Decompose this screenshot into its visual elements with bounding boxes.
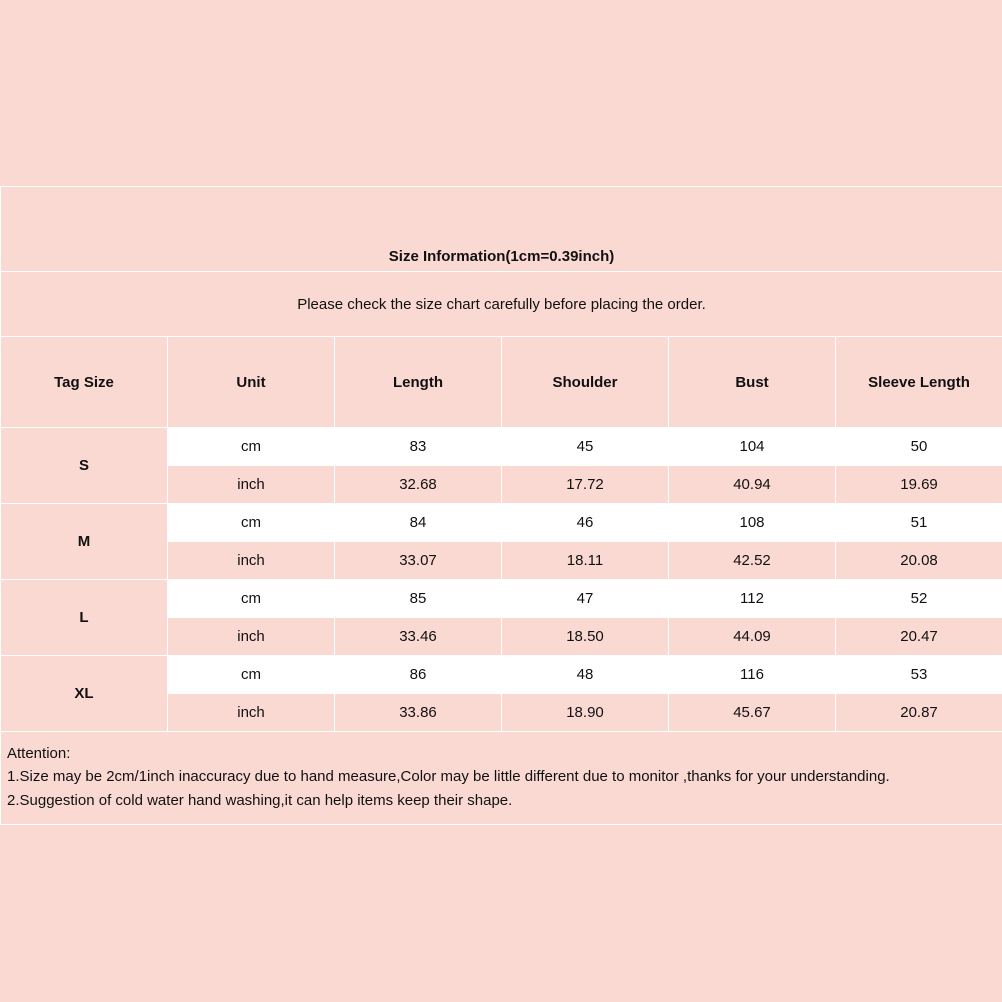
chart-title: Size Information(1cm=0.39inch) bbox=[1, 187, 1002, 272]
bust-inch-m: 42.52 bbox=[669, 542, 836, 580]
unit-inch-m: inch bbox=[168, 542, 335, 580]
unit-inch-l: inch bbox=[168, 618, 335, 656]
column-header-tag-size: Tag Size bbox=[1, 337, 168, 428]
sleeve-inch-xl: 20.87 bbox=[836, 694, 1002, 732]
table-row bbox=[1, 504, 1002, 542]
sleeve-inch-l: 20.47 bbox=[836, 618, 1002, 656]
bust-cm-m: 108 bbox=[669, 504, 836, 542]
tag-size-m: M bbox=[1, 504, 168, 580]
unit-cm-s: cm bbox=[168, 428, 335, 466]
sleeve-cm-m: 51 bbox=[836, 504, 1002, 542]
column-header-shoulder: Shoulder bbox=[502, 337, 669, 428]
shoulder-cm-l: 47 bbox=[502, 580, 669, 618]
table-row bbox=[1, 428, 1002, 466]
tag-size-xl: XL bbox=[1, 656, 168, 732]
shoulder-inch-l: 18.50 bbox=[502, 618, 669, 656]
shoulder-inch-m: 18.11 bbox=[502, 542, 669, 580]
length-cm-s: 83 bbox=[335, 428, 502, 466]
bust-cm-l: 112 bbox=[669, 580, 836, 618]
tag-size-l: L bbox=[1, 580, 168, 656]
table-row bbox=[1, 656, 1002, 694]
bust-cm-s: 104 bbox=[669, 428, 836, 466]
table-row-subtitle bbox=[1, 272, 1002, 337]
size-chart-table bbox=[0, 186, 1002, 825]
sleeve-cm-l: 52 bbox=[836, 580, 1002, 618]
bust-inch-s: 40.94 bbox=[669, 466, 836, 504]
length-cm-l: 85 bbox=[335, 580, 502, 618]
bust-inch-l: 44.09 bbox=[669, 618, 836, 656]
sleeve-cm-s: 50 bbox=[836, 428, 1002, 466]
unit-cm-l: cm bbox=[168, 580, 335, 618]
attention-line-1: 1.Size may be 2cm/1inch inaccuracy due to hand measure,Color may be little different due to monitor ,thanks for your understanding. bbox=[7, 768, 890, 786]
shoulder-inch-s: 17.72 bbox=[502, 466, 669, 504]
shoulder-cm-s: 45 bbox=[502, 428, 669, 466]
size-chart-container bbox=[0, 186, 1002, 825]
column-header-sleeve-length: Sleeve Length bbox=[836, 337, 1002, 428]
length-inch-s: 32.68 bbox=[335, 466, 502, 504]
sleeve-cm-xl: 53 bbox=[836, 656, 1002, 694]
sleeve-inch-m: 20.08 bbox=[836, 542, 1002, 580]
sleeve-inch-s: 19.69 bbox=[836, 466, 1002, 504]
bust-inch-xl: 45.67 bbox=[669, 694, 836, 732]
length-inch-l: 33.46 bbox=[335, 618, 502, 656]
table-row-title bbox=[1, 187, 1002, 272]
column-header-bust: Bust bbox=[669, 337, 836, 428]
tag-size-s: S bbox=[1, 428, 168, 504]
column-header-unit: Unit bbox=[168, 337, 335, 428]
chart-subtitle: Please check the size chart carefully before placing the order. bbox=[1, 272, 1002, 337]
column-header-length: Length bbox=[335, 337, 502, 428]
attention-line-2: 2.Suggestion of cold water hand washing,it can help items keep their shape. bbox=[7, 791, 513, 809]
shoulder-cm-xl: 48 bbox=[502, 656, 669, 694]
unit-inch-xl: inch bbox=[168, 694, 335, 732]
length-inch-m: 33.07 bbox=[335, 542, 502, 580]
shoulder-inch-xl: 18.90 bbox=[502, 694, 669, 732]
table-row-attention bbox=[1, 732, 1002, 825]
attention-block bbox=[1, 732, 1002, 825]
length-cm-m: 84 bbox=[335, 504, 502, 542]
bust-cm-xl: 116 bbox=[669, 656, 836, 694]
unit-cm-xl: cm bbox=[168, 656, 335, 694]
table-row bbox=[1, 580, 1002, 618]
length-cm-xl: 86 bbox=[335, 656, 502, 694]
unit-inch-s: inch bbox=[168, 466, 335, 504]
unit-cm-m: cm bbox=[168, 504, 335, 542]
shoulder-cm-m: 46 bbox=[502, 504, 669, 542]
table-header-row bbox=[1, 337, 1002, 428]
attention-heading: Attention: bbox=[7, 745, 71, 762]
length-inch-xl: 33.86 bbox=[335, 694, 502, 732]
